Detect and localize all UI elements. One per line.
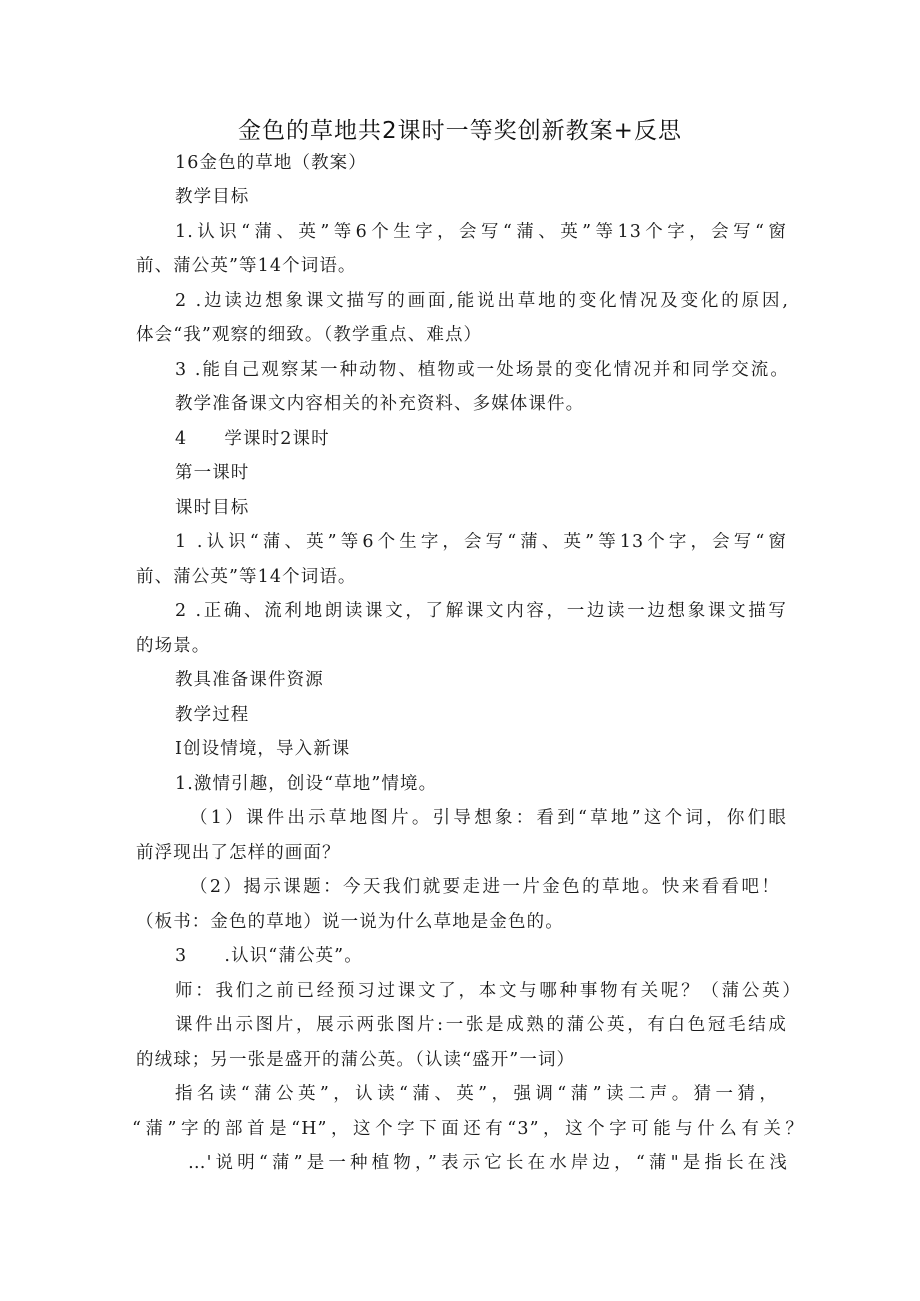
section-heading: 课时目标 [175,498,250,518]
paragraph-line: （板书：金色的草地）说一说为什么草地是金色的。 [136,912,564,932]
paragraph-line: 的绒球；另一张是盛开的蒲公英。（认读“盛开”一词） [136,1050,576,1070]
paragraph-line: 指名读“蒲公英”，认读“蒲、英”，强调“蒲”读二声。猜一猜， [175,1084,778,1104]
section-heading: I创设情境，导入新课 [175,739,351,759]
paragraph-line: …'说明“蒲”是一种植物，”表示它长在水岸边，“蒲"是指长在浅 [188,1153,788,1173]
paragraph-line: 课件出示图片，展示两张图片:一张是成熟的蒲公英，有白色冠毛结成 [175,1015,787,1035]
paragraph-line: （1）课件出示草地图片。引导想象：看到“草地”这个词，你们眼 [190,808,787,828]
paragraph-line: （2）揭示课题：今天我们就要走进一片金色的草地。快来看看吧！ [190,877,780,897]
paragraph-line: 1.认识“蒲、英”等6个生字，会写“蒲、英”等13个字，会写“窗 [175,222,787,242]
paragraph-line: 1 .认识“蒲、英”等6个生字，会写“蒲、英”等13个字，会写“窗 [175,532,787,552]
paragraph-line: 前浮现出了怎样的画面？ [136,843,341,863]
section-heading: 教学过程 [175,705,250,725]
paragraph-line: 2 .边读边想象课文描写的画面,能说出草地的变化情况及变化的原因, [175,291,789,311]
paragraph-line: 师：我们之前已经预习过课文了，本文与哪种事物有关呢？（蒲公英） [175,981,801,1001]
paragraph-line: 3 .认识“蒲公英”。 [175,946,363,966]
paragraph-line: 3 .能自己观察某一种动物、植物或一处场景的变化情况并和同学交流。 [175,360,789,380]
paragraph-line: 教具准备课件资源 [175,670,324,690]
paragraph-line: 的场景。 [136,636,211,656]
paragraph-line: 1.激情引趣，创设“草地”情境。 [175,774,438,794]
paragraph-line: “蒲”字的部首是“H”，这个字下面还有“3”，这个字可能与什么有关？ [132,1119,804,1139]
paragraph-line: 前、蒲公英”等14个词语。 [136,256,357,276]
section-heading: 第一课时 [175,463,250,483]
paragraph-line: 前、蒲公英”等14个词语。 [136,567,357,587]
lesson-heading: 16金色的草地（教案） [175,153,367,173]
section-heading: 教学目标 [175,187,250,207]
paragraph-line: 2 .正确、流利地朗读课文，了解课文内容，一边读一边想象课文描写 [175,601,787,621]
paragraph-line: 体会“我”观察的细致。（教学重点、难点） [136,325,483,345]
document-title: 金色的草地共2课时一等奖创新教案+反思 [238,118,682,144]
paragraph-line: 4 学课时2课时 [175,429,330,449]
paragraph-line: 教学准备课文内容相关的补充资料、多媒体课件。 [175,394,585,414]
